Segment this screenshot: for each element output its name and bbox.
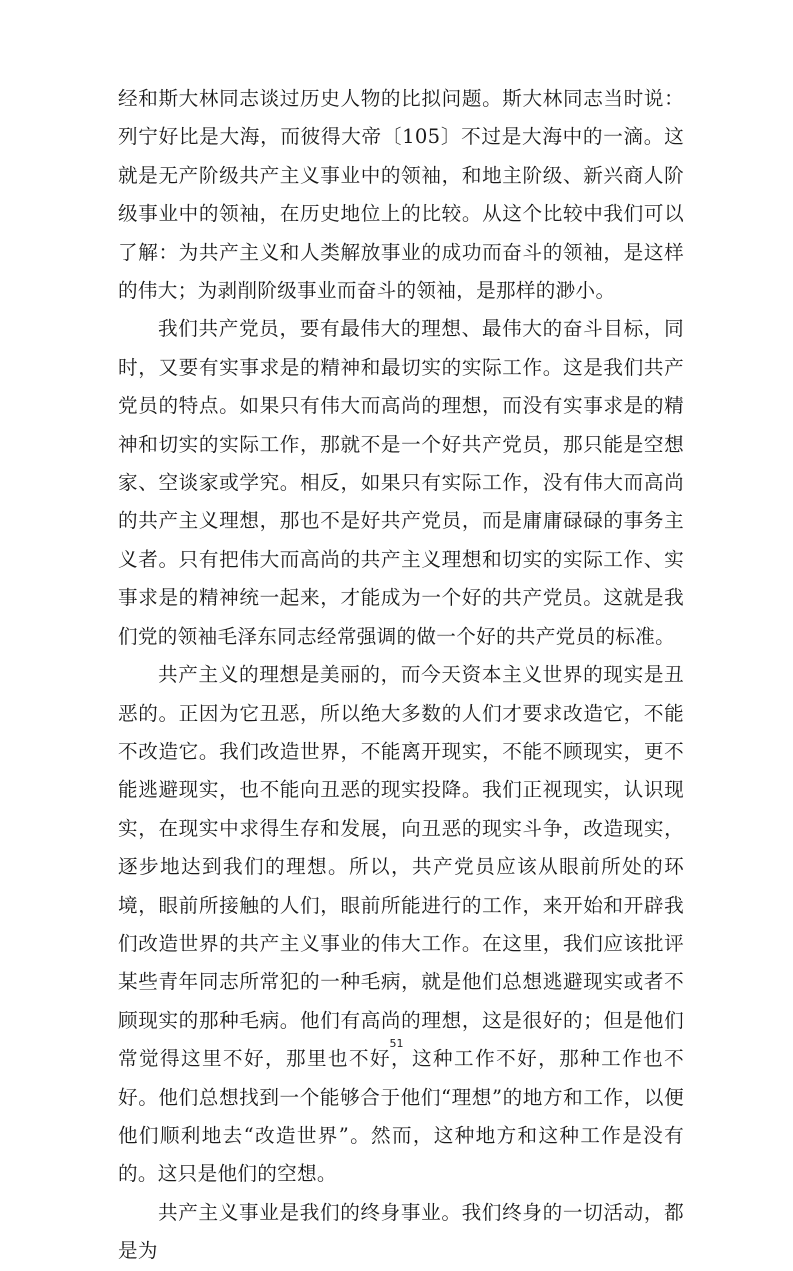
- page-number: 51: [389, 1037, 404, 1050]
- paragraph-3: 共产主义的理想是美丽的，而今天资本主义世界的现实是丑恶的。正因为它丑恶，所以绝大多数的人们才要求改造它，不能不改造它。我们改造世界，不能离开现实，不能不顾现实，更不能逃避现实，也不能向丑恶的现实投降。我们正视现实，认识现实，在现实中求得生存和发展，向丑恶的现实斗争，改造现实，逐步地达到我们的理想。所以，共产党员应该从眼前所处的环境，眼前所接触的人们，眼前所能进行的工作，来开始和开辟我们改造世界的共产主义事业的伟大工作。在这里，我们应该批评某些青年同志所常犯的一种毛病，就是他们总想逃避现实或者不顾现实的那种毛病。他们有高尚的理想，这是很好的；但是他们常觉得这里不好，那里也不好，这种工作不好，那种工作也不好。他们总想找到一个能够合于他们“理想”的地方和工作，以便他们顺利地去“改造世界”。然而，这种地方和这种工作是没有的。这只是他们的空想。: [118, 663, 684, 1186]
- paragraph-2: 我们共产党员，要有最伟大的理想、最伟大的奋斗目标，同时，又要有实事求是的精神和最切实的实际工作。这是我们共产党员的特点。如果只有伟大而高尚的理想，而没有实事求是的精神和切实的实际工作，那就不是一个好共产党员，那只能是空想家、空谈家或学究。相反，如果只有实际工作，没有伟大而高尚的共产主义理想，那也不是好共产党员，而是庸庸碌碌的事务主义者。只有把伟大而高尚的共产主义理想和切实的实际工作、实事求是的精神统一起来，才能成为一个好的共产党员。这就是我们党的领袖毛泽东同志经常强调的做一个好的共产党员的标准。: [118, 317, 684, 648]
- paragraph-4: 共产主义事业是我们的终身事业。我们终身的一切活动，都是为: [118, 1200, 684, 1263]
- body-text: [118, 80, 684, 1271]
- paragraph-1: 经和斯大林同志谈过历史人物的比拟问题。斯大林同志当时说：列宁好比是大海，而彼得大帝〔105〕不过是大海中的一滴。这就是无产阶级共产主义事业中的领袖，和地主阶级、新兴商人阶级事业中的领袖，在历史地位上的比较。从这个比较中我们可以了解：为共产主义和人类解放事业的成功而奋斗的领袖，是这样的伟大；为剥削阶级事业而奋斗的领袖，是那样的渺小。: [118, 87, 684, 303]
